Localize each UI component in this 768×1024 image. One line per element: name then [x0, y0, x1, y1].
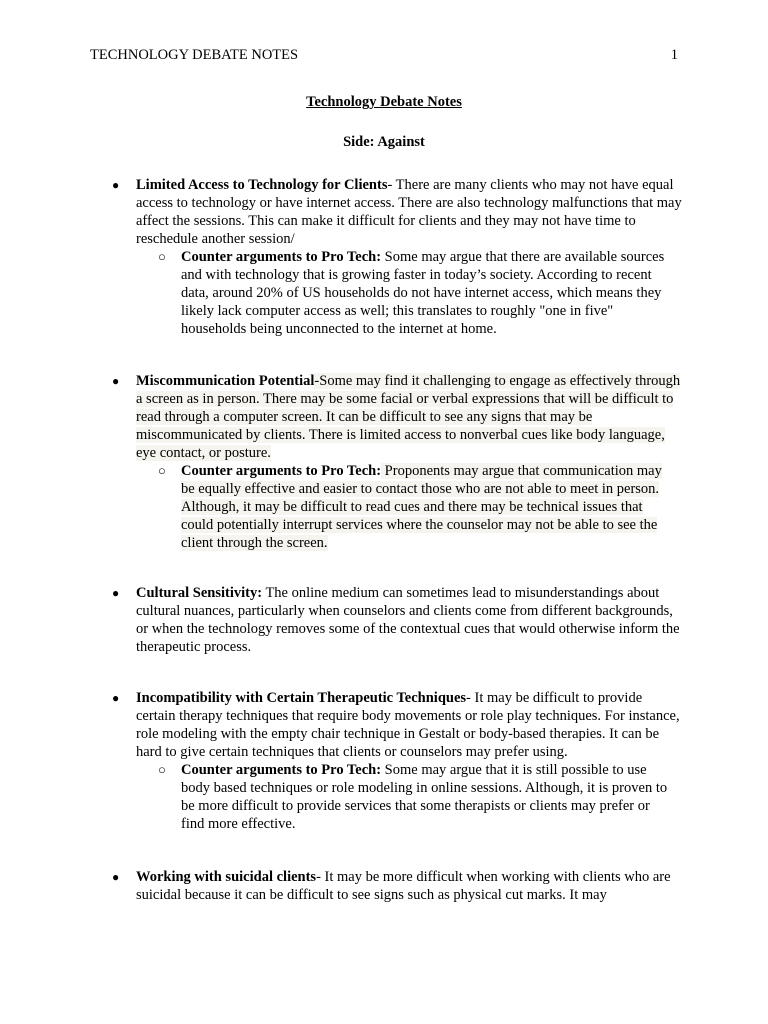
item-heading: Incompatibility with Certain Therapeutic Techniques: [136, 690, 467, 706]
item-paragraph: [136, 584, 684, 656]
item-body: - It may be difficult to provide certain therapy techniques that require body movements or role play techniques. For instance, role modeling with the empty chair technique in Gestalt or body-based therapies. It can be hard to give certain techniques that clients or counselors may prefer using.: [136, 690, 680, 760]
item-body: -Some may find it challenging to engage as effectively through a screen as in person. There may be some facial or verbal expressions that will be difficult to read through a computer screen. It can be difficult to see any signs that may be miscommunicated by clients. There is limited access to nonverbal cues like body language, eye contact, or posture.: [136, 373, 681, 461]
counter-argument: [158, 761, 671, 833]
list-item-suicidal-clients: [112, 868, 684, 904]
item-heading: Cultural Sensitivity:: [136, 585, 263, 601]
list-item-limited-access: [112, 176, 684, 338]
page-number: 1: [670, 47, 678, 63]
counter-heading: Counter arguments to Pro Tech:: [181, 762, 382, 778]
item-heading: Working with suicidal clients: [136, 869, 317, 885]
bullet-icon: ●: [112, 870, 120, 884]
item-heading: Limited Access to Technology for Clients: [136, 177, 388, 193]
item-paragraph: [136, 868, 684, 904]
counter-body: Some may argue that there are available sources and with technology that is growing faster in today’s society. According to recent data, around 20% of US households do not have internet access, which means they likely lack computer access as well; this translates to roughly "one in five" households being unconnected to the internet at home.: [181, 249, 665, 337]
sub-bullet-icon: ○: [158, 762, 166, 777]
counter-argument: [158, 248, 671, 338]
document-title: Technology Debate Notes: [306, 94, 462, 110]
side-label: Side: Against: [343, 134, 425, 150]
item-paragraph: [136, 689, 684, 761]
list-item-incompatibility: [112, 689, 684, 833]
item-body: - It may be more difficult when working with clients who are suicidal because it can be difficult to see signs such as physical cut marks. It may: [136, 869, 671, 903]
running-header: [90, 47, 678, 64]
bullet-icon: ●: [112, 374, 120, 388]
item-body: - There are many clients who may not have equal access to technology or have internet access. There are also technology malfunctions that may affect the sessions. This can make it difficult for clients and they may not have time to reschedule another session/: [136, 177, 682, 247]
list-item-cultural-sensitivity: [112, 584, 684, 656]
sub-bullet-icon: ○: [158, 249, 166, 264]
item-heading: Miscommunication Potential: [136, 373, 315, 389]
counter-heading: Counter arguments to Pro Tech:: [181, 463, 382, 479]
sub-bullet-icon: ○: [158, 463, 166, 478]
counter-heading: Counter arguments to Pro Tech:: [181, 249, 382, 265]
list-item-miscommunication: [112, 372, 684, 552]
item-body: The online medium can sometimes lead to misunderstandings about cultural nuances, particularly when counselors and clients come from different backgrounds, or when the technology removes some of the contextual cues that would otherwise inform the therapeutic process.: [136, 585, 680, 655]
bullet-icon: ●: [112, 178, 120, 192]
item-paragraph: [136, 372, 684, 462]
counter-body: Proponents may argue that communication may be equally effective and easier to contact those who are not able to meet in person. Although, it may be difficult to read cues and there may be technical issues that could potentially interrupt services where the counselor may not be able to see the client through the screen.: [181, 463, 662, 551]
bullet-icon: ●: [112, 586, 120, 600]
counter-argument: [158, 462, 671, 552]
item-paragraph: [136, 176, 684, 248]
bullet-icon: ●: [112, 691, 120, 705]
counter-body: Some may argue that it is still possible to use body based techniques or role modeling in online sessions. Although, it is proven to be more difficult to provide services that some therapists or clients may prefer or find more effective.: [181, 762, 668, 832]
running-title: TECHNOLOGY DEBATE NOTES: [90, 47, 299, 63]
